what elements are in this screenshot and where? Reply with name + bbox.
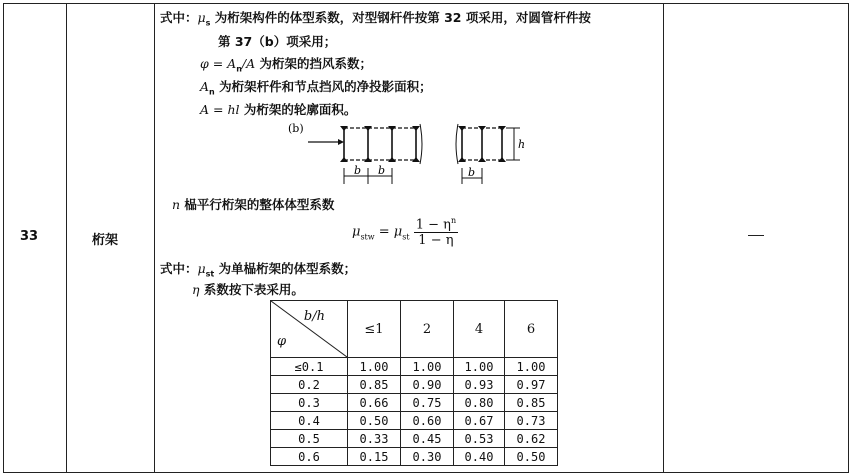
explanation-line-5: A = hl 为桁架的轮廓面积。 [200, 102, 357, 117]
eta-table [270, 300, 558, 466]
table-row: 0.3 0.66 0.75 0.80 0.85 [271, 394, 558, 412]
column-header: 4 [454, 301, 505, 358]
overall-coefficient-equation: $\mu_{stw} = \mu_{st}$ $\frac{1 - \eta^n}{1 - \eta}$ [352, 216, 457, 249]
explanation-line-4: $A_n$ 为桁架杆件和节点挡风的净投影面积； [200, 79, 432, 97]
table-diagonal-header: b/h φ [271, 301, 348, 358]
table-row: 0.4 0.50 0.60 0.67 0.73 [271, 412, 558, 430]
multi-truss-title: n 榀平行桁架的整体体型系数 [172, 197, 335, 212]
table-row: 0.2 0.85 0.90 0.93 0.97 [271, 376, 558, 394]
table-row: ≤0.1 1.00 1.00 1.00 1.00 [271, 358, 558, 376]
svg-text:b: b [378, 164, 386, 177]
row-number: 33 [20, 229, 39, 244]
row-name: 桁架 [92, 233, 119, 248]
svg-text:b: b [354, 164, 362, 177]
svg-text:h: h [518, 138, 526, 151]
explanation-line-3: $\varphi = A_n/A$ 为桁架的挡风系数； [200, 56, 373, 74]
remark-dash [748, 235, 764, 236]
column-header: ≤1 [348, 301, 401, 358]
explanation-line-7: η 系数按下表采用。 [192, 282, 304, 297]
column-divider [663, 4, 664, 472]
explanation-line-1: 式中：$\mu_s$ 为桁架构件的体型系数，对型钢杆件按第 32 项采用，对圆管杆件按 [160, 10, 591, 28]
svg-text:b: b [468, 166, 476, 179]
table-row: 0.6 0.15 0.30 0.40 0.50 [271, 448, 558, 466]
column-divider [154, 4, 155, 472]
column-divider [66, 4, 67, 472]
truss-figure [280, 118, 540, 190]
column-header: 6 [505, 301, 558, 358]
figure-label: (b) [288, 122, 304, 135]
explanation-line-2: 第 37（b）项采用； [218, 34, 337, 49]
column-header: 2 [401, 301, 454, 358]
table-header-row [271, 301, 558, 358]
explanation-line-6: 式中：$\mu_{st}$ 为单榀桁架的体型系数； [160, 261, 357, 279]
table-row: 0.5 0.33 0.45 0.53 0.62 [271, 430, 558, 448]
